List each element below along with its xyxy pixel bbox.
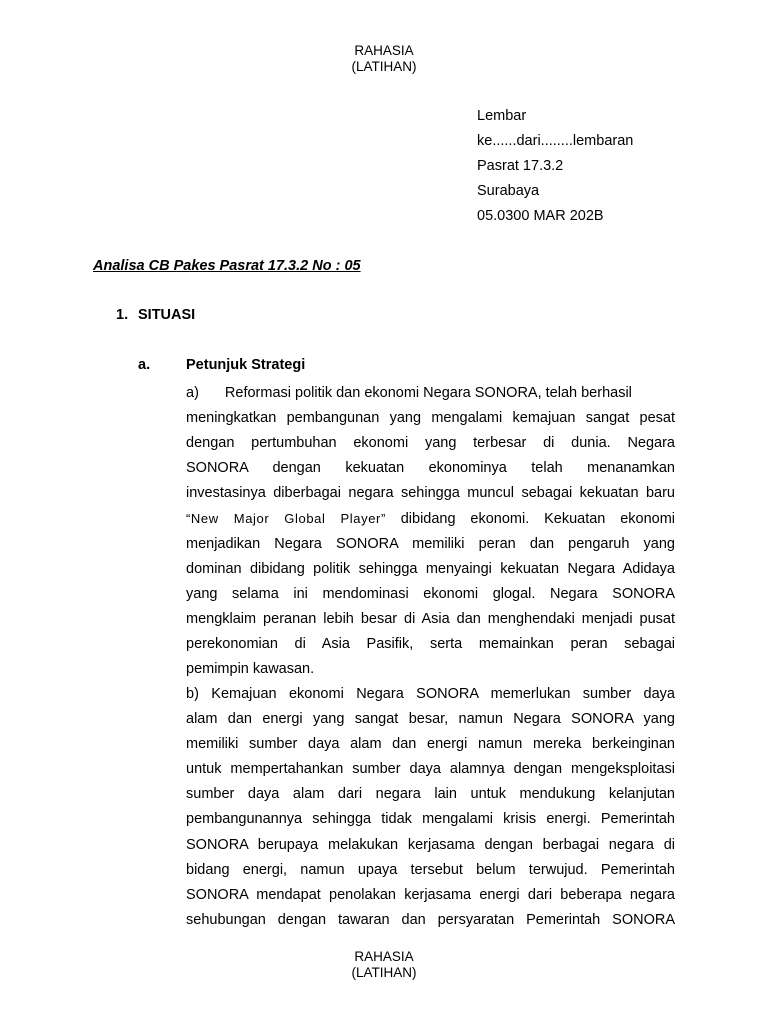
paragraph-b-line: untuk mempertahankan sumber daya alamnya dengan mengeksploitasi: [186, 761, 675, 778]
paragraph-a-line: pemimpin kawasan.: [186, 661, 315, 678]
paragraph-a-line-text: dibidang ekonomi. Kekuatan ekonomi: [400, 511, 676, 528]
top-classification-sub: (LATIHAN): [351, 59, 417, 74]
paragraph-a-line: yang selama ini mendominasi ekonomi glogal. Negara SONORA: [186, 585, 675, 602]
header-datetime: 05.0300 MAR 202B: [477, 208, 604, 224]
paragraph-b-line: bidang energi, namun upaya tersebut belum terwujud. Pemerintah: [186, 861, 675, 878]
footer-classification: [0, 949, 768, 981]
paragraph-a: [186, 381, 675, 682]
paragraph-b: [186, 682, 675, 933]
paragraph-b-line: alam dan energi yang sangat besar, namun Negara SONORA yang: [186, 711, 675, 728]
paragraph-a-marker: a): [186, 385, 199, 401]
paragraph-b-line: pembangunannya sehingga tidak mengalami krisis energi. Pemerintah: [186, 811, 675, 828]
header-unit: Pasrat 17.3.2: [477, 158, 564, 174]
paragraph-a-line: menjadikan Negara SONORA memiliki peran dan pengaruh yang: [186, 535, 675, 552]
top-classification: [0, 43, 768, 75]
paragraph-a-line: [186, 506, 675, 531]
paragraph-b-line: sumber daya alam dari negara lain untuk mendukung kelanjutan: [186, 786, 675, 803]
paragraph-b-line: SONORA berupaya melakukan kerjasama dengan berbagai negara di: [186, 836, 675, 853]
header-sheet-count: ke......dari........lembaran: [477, 133, 634, 149]
paragraph-b-line: SONORA mendapat penolakan kerjasama energi dari beberapa negara: [186, 886, 675, 903]
paragraph-a-line: investasinya diberbagai negara sehingga muncul sebagai kekuatan baru: [186, 485, 675, 502]
document-title: Analisa CB Pakes Pasrat 17.3.2 No : 05: [93, 258, 361, 274]
quoted-phrase: “New Major Global Player”: [186, 511, 386, 527]
subsection-heading: Petunjuk Strategi: [186, 357, 306, 373]
paragraph-a-line: [186, 381, 675, 406]
header-location: Surabaya: [477, 183, 540, 199]
top-classification-label: RAHASIA: [354, 43, 414, 58]
section-number: 1.: [116, 307, 129, 323]
footer-classification-sub: (LATIHAN): [351, 965, 417, 980]
paragraph-b-line: b) Kemajuan ekonomi Negara SONORA memerlukan sumber daya: [186, 686, 675, 702]
subsection-letter: a.: [138, 357, 151, 373]
paragraph-a-line: dengan pertumbuhan ekonomi yang terbesar di dunia. Negara: [186, 435, 675, 452]
paragraph-b-line: memiliki sumber daya alam dan energi namun mereka berkeinginan: [186, 736, 675, 753]
header-sheet-label: Lembar: [477, 108, 527, 124]
paragraph-a-line: perekonomian di Asia Pasifik, serta memainkan peran sebagai: [186, 635, 675, 652]
paragraph-a-line-text: Reformasi politik dan ekonomi Negara SONORA, telah berhasil: [224, 385, 632, 401]
header-info-block: [477, 104, 737, 229]
paragraph-b-line: sehubungan dengan tawaran dan persyaratan Pemerintah SONORA: [186, 911, 675, 928]
section-heading: SITUASI: [138, 307, 196, 323]
paragraph-a-line: meningkatkan pembangunan yang mengalami kemajuan sangat pesat: [186, 410, 675, 427]
paragraph-a-line: SONORA dengan kekuatan ekonominya telah menanamkan: [186, 460, 675, 477]
paragraph-a-line: dominan dibidang politik sehingga menyaingi kekuatan Negara Adidaya: [186, 560, 675, 577]
footer-classification-label: RAHASIA: [354, 949, 414, 964]
paragraph-a-line: mengklaim peranan lebih besar di Asia dan menghendaki menjadi pusat: [186, 610, 675, 627]
